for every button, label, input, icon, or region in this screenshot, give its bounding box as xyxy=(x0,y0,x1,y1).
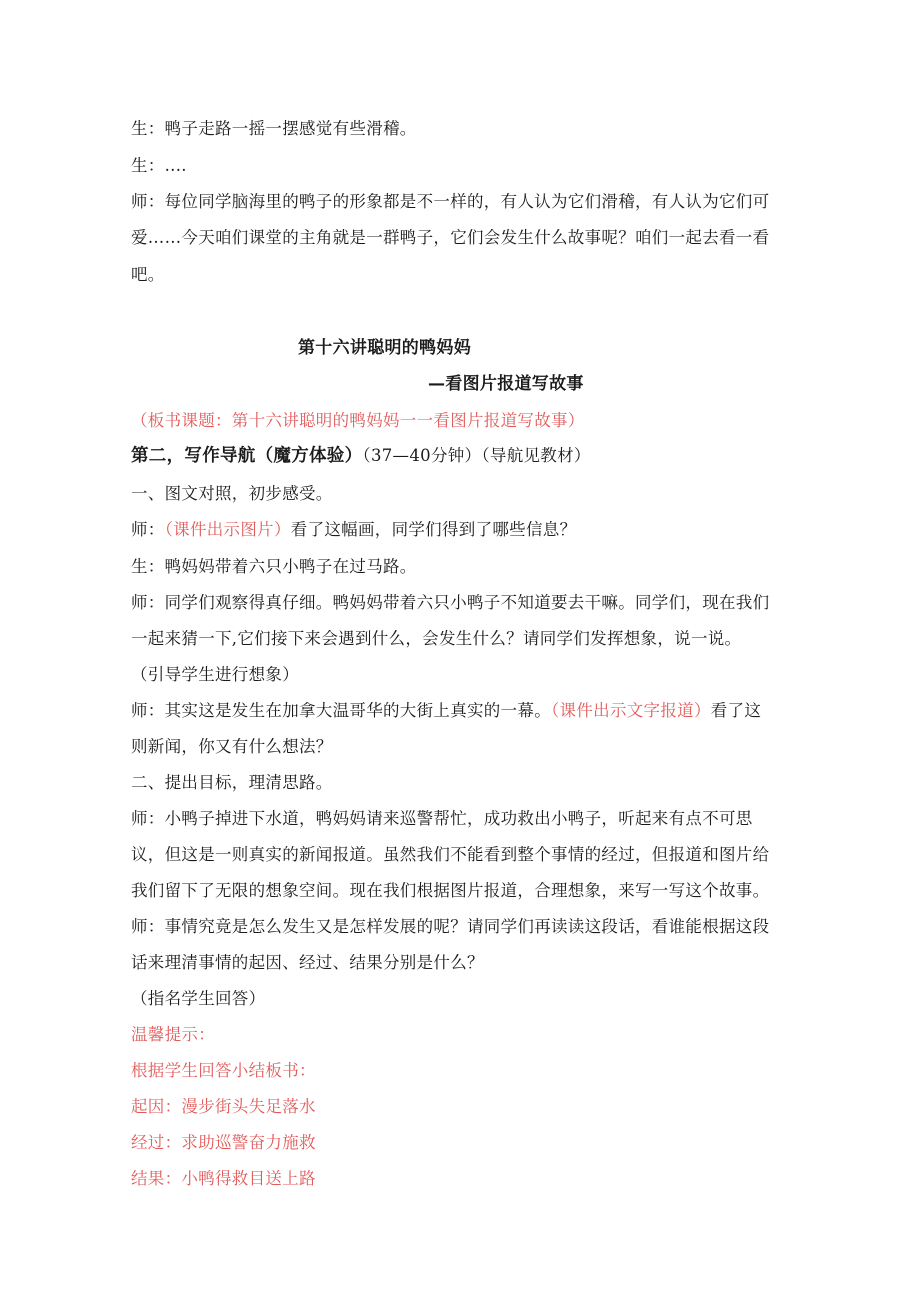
paragraph-line: 师：小鸭子掉进下水道，鸭妈妈请来巡警帮忙，成功救出小鸭子，听起来有点不可思 xyxy=(131,809,753,828)
paragraph-line: 师：事情究竟是怎么发生又是怎样发展的呢？请同学们再读读这段话，看谁能根据这段 xyxy=(131,917,770,936)
tips-process: 经过：求助巡警奋力施救 xyxy=(131,1133,316,1152)
lesson-subtitle: —看图片报道写故事 xyxy=(428,374,584,394)
step-heading: 一、图文对照，初步感受。 xyxy=(131,484,333,503)
tips-cause: 起因：漫步街头失足落水 xyxy=(131,1097,316,1116)
dialog-line xyxy=(131,700,761,722)
name-note: （指名学生回答） xyxy=(131,989,266,1008)
paragraph-line: 师：同学们观察得真仔细。鸭妈妈带着六只小鸭子不知道要去干嘛。同学们，现在我们 xyxy=(131,593,770,612)
speaker-prefix: 师： xyxy=(131,520,165,539)
dialog-text: 看了这 xyxy=(710,701,762,720)
courseware-note: （课件出示文字报道） xyxy=(551,701,711,720)
paragraph-line: 话来理清事情的起因、经过、结果分别是什么？ xyxy=(131,953,484,972)
tips-summary: 根据学生回答小结板书： xyxy=(131,1061,316,1080)
step-heading: 二、提出目标，理清思路。 xyxy=(131,773,333,792)
paragraph-line: 生：鸭妈妈带着六只小鸭子在过马路。 xyxy=(131,557,417,576)
paragraph-line: 议，但这是一则真实的新闻报道。虽然我们不能看到整个事情的经过，但报道和图片给 xyxy=(131,845,770,864)
section-guide: （导航见教材） xyxy=(481,446,591,465)
tips-result: 结果：小鸭得救目送上路 xyxy=(131,1169,316,1188)
board-note: （板书课题：第十六讲聪明的鸭妈妈一一看图片报道写故事） xyxy=(131,411,585,430)
paragraph-line: 生：鸭子走路一摇一摆感觉有些滑稽。 xyxy=(131,119,417,138)
paragraph-line: 吧。 xyxy=(131,265,165,284)
dialog-text: 看了这幅画，同学们得到了哪些信息？ xyxy=(290,520,577,539)
lesson-title: 第十六讲聪明的鸭妈妈 xyxy=(298,338,471,358)
paragraph-line: 一起来猜一下,它们接下来会遇到什么，会发生什么？请同学们发挥想象，说一说。 xyxy=(131,629,742,648)
courseware-note: （课件出示图片） xyxy=(164,520,291,539)
paragraph-line: 我们留下了无限的想象空间。现在我们根据图片报道，合理想象，来写一写这个故事。 xyxy=(131,881,770,900)
section-heading: 第二，写作导航（魔方体验） xyxy=(131,446,363,466)
paragraph-line: 爱……今天咱们课堂的主角就是一群鸭子，它们会发生什么故事呢？咱们一起去看一看 xyxy=(131,228,770,247)
dialog-line xyxy=(131,519,576,541)
paragraph-line: 则新闻，你又有什么想法？ xyxy=(131,737,333,756)
tips-label: 温馨提示： xyxy=(131,1025,215,1044)
dialog-text: 师：其实这是发生在加拿大温哥华的大街上真实的一幕。 xyxy=(131,701,551,720)
section-time: （37—40分钟） xyxy=(362,446,482,465)
paragraph-line: 师：每位同学脑海里的鸭子的形象都是不一样的，有人认为它们滑稽，有人认为它们可 xyxy=(131,192,770,211)
paragraph-line: 生：.... xyxy=(131,156,187,175)
section-heading-row xyxy=(131,445,591,467)
guide-note: （引导学生进行想象） xyxy=(131,665,299,684)
